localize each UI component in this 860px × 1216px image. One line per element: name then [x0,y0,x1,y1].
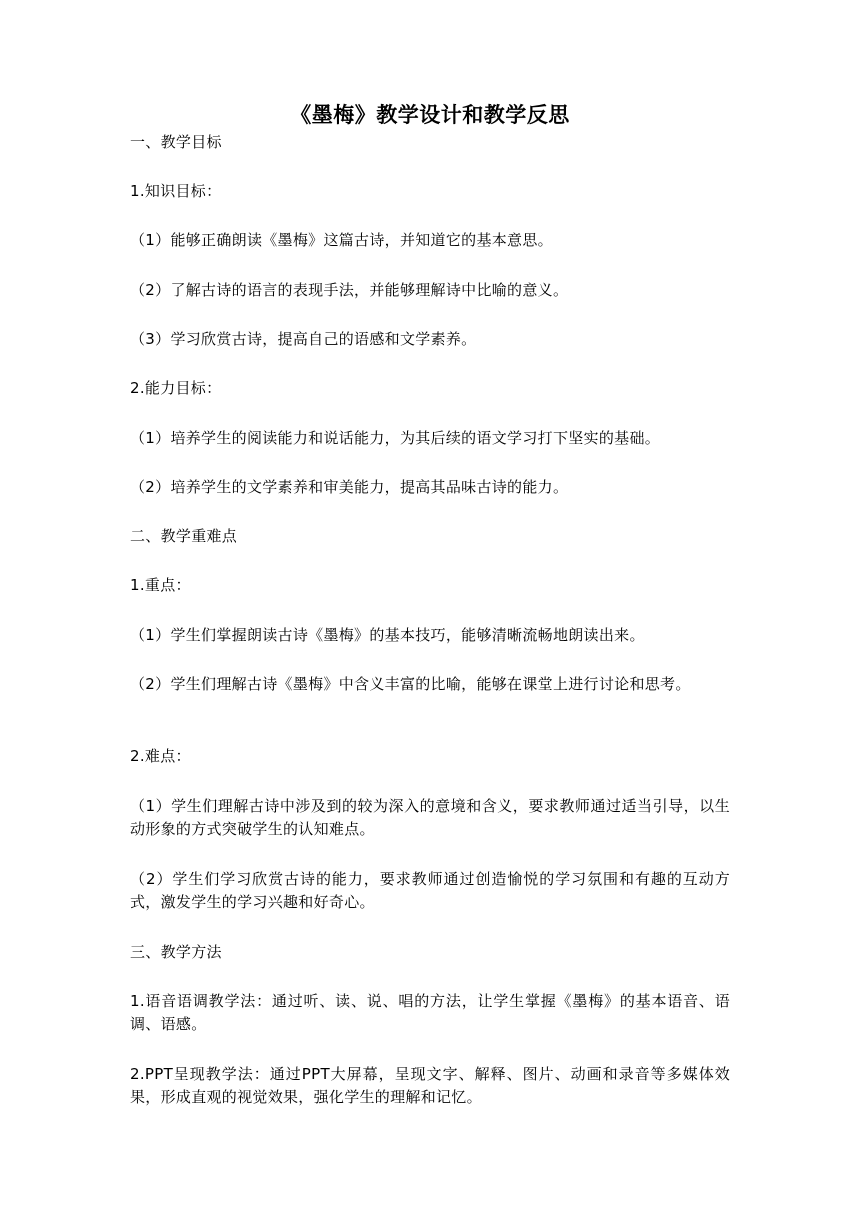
paragraph: （2）了解古诗的语言的表现手法，并能够理解诗中比喻的意义。 [130,281,569,299]
paragraph: （2）学生们理解古诗《墨梅》中含义丰富的比喻，能够在课堂上进行讨论和思考。 [130,675,691,693]
paragraph: （2）学生们学习欣赏古诗的能力，要求教师通过创造愉悦的学习氛围和有趣的互动方式，激发学生的学习兴趣和好奇心。 [130,870,730,911]
subheading-knowledge-objectives: 1.知识目标： [130,182,222,200]
paragraph: （1）能够正确朗读《墨梅》这篇古诗，并知道它的基本意思。 [130,231,553,249]
paragraph: （2）培养学生的文学素养和审美能力，提高其品味古诗的能力。 [130,478,569,496]
section-heading-objectives: 一、教学目标 [130,133,222,151]
paragraph: （1）培养学生的阅读能力和说话能力，为其后续的语文学习打下坚实的基础。 [130,429,661,447]
section-heading-methods: 三、教学方法 [130,943,222,961]
paragraph: 1.语音语调教学法：通过听、读、说、唱的方法，让学生掌握《墨梅》的基本语音、语调、语感。 [130,992,730,1033]
paragraph: （3）学习欣赏古诗，提高自己的语感和文学素养。 [130,330,477,348]
subheading-key-points: 1.重点： [130,576,191,594]
paragraph: （1）学生们理解古诗中涉及到的较为深入的意境和含义，要求教师通过适当引导，以生动形象的方式突破学生的认知难点。 [130,797,730,838]
paragraph: （1）学生们掌握朗读古诗《墨梅》的基本技巧，能够清晰流畅地朗读出来。 [130,626,645,644]
subheading-difficulties: 2.难点： [130,747,191,765]
document-title: 《墨梅》教学设计和教学反思 [290,103,570,127]
section-heading-key-points: 二、教学重难点 [130,527,238,545]
subheading-ability-objectives: 2.能力目标： [130,379,222,397]
paragraph: 2.PPT呈现教学法：通过PPT大屏幕，呈现文字、解释、图片、动画和录音等多媒体效果，形成直观的视觉效果，强化学生的理解和记忆。 [130,1065,730,1106]
